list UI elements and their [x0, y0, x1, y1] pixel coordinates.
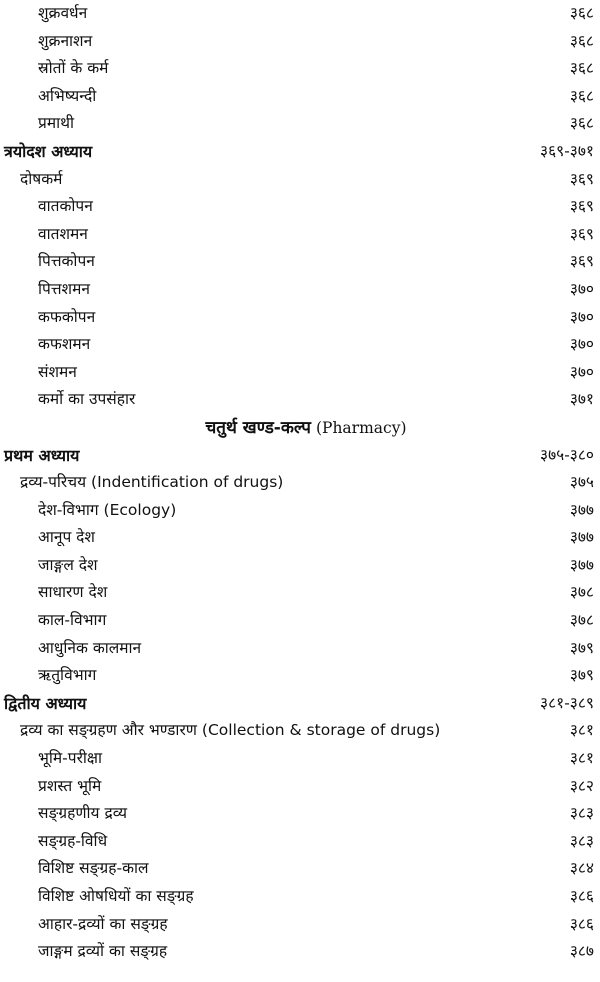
subtopic-row [0, 110, 600, 138]
subtopic-row [0, 524, 600, 552]
entry-page-number: ३६८ [569, 86, 594, 105]
subtopic-row [0, 855, 600, 883]
entry-title: काल-विभाग [38, 611, 107, 630]
entry-title: भूमि-परीक्षा [38, 749, 103, 768]
entry-page-number: ३८६ [569, 914, 594, 933]
entry-title: पित्तशमन [38, 279, 90, 298]
chapter-row [0, 442, 600, 470]
subtopic-row [0, 552, 600, 580]
entry-title: आहार-द्रव्यों का सङ्ग्रह [38, 914, 168, 933]
entry-page-number: ३६८ [569, 59, 594, 78]
chapter-row [0, 138, 600, 166]
entry-page-number: ३७७ [569, 500, 594, 519]
entry-title: अभिष्यन्दी [38, 86, 97, 105]
entry-title: कफशमन [38, 335, 91, 354]
chapter-row [0, 690, 600, 718]
subtopic-row [0, 938, 600, 966]
entry-title: प्रमाथी [38, 114, 75, 133]
entry-title: जाङ्गल देश [38, 555, 98, 574]
entry-page-number: ३८४ [569, 859, 594, 878]
subtopic-row [0, 28, 600, 56]
entry-title: प्रथम अध्याय [4, 445, 80, 465]
entry-title: प्रशस्त भूमि [38, 776, 102, 795]
subtopic-row [0, 331, 600, 359]
entry-page-number: ३७० [569, 279, 594, 298]
subtopic-row [0, 0, 600, 28]
entry-page-number: ३७० [569, 335, 594, 354]
subtopic-row [0, 55, 600, 83]
section-heading-title: चतुर्थ खण्ड-कल्प [205, 417, 311, 438]
subtopic-row [0, 635, 600, 663]
entry-page-number: ३८१-३८९ [540, 693, 594, 712]
topic-row [0, 469, 600, 497]
entry-page-number: ३८१ [569, 721, 594, 740]
subtopic-row [0, 800, 600, 828]
subtopic-row [0, 248, 600, 276]
subtopic-row [0, 304, 600, 332]
subtopic-row [0, 497, 600, 525]
entry-title: आनूप देश [38, 528, 95, 547]
entry-page-number: ३८६ [569, 887, 594, 905]
subtopic-row [0, 193, 600, 221]
section-heading-english: (Pharmacy) [315, 418, 407, 437]
topic-row [0, 717, 600, 745]
entry-title: दोषकर्म [20, 169, 63, 188]
entry-page-number: ३७७ [569, 555, 594, 574]
entry-page-number: ३६८ [569, 4, 594, 22]
entry-title: सङ्ग्रहणीय द्रव्य [38, 804, 127, 823]
entry-title: ऋतुविभाग [38, 666, 97, 685]
entry-title: द्रव्य का सङ्ग्रहण और भण्डारण (Collection & storage of drugs) [20, 721, 441, 740]
entry-title: जाङ्गम द्रव्यों का सङ्ग्रह [38, 942, 168, 961]
entry-title: विशिष्ट सङ्ग्रह-काल [38, 859, 149, 878]
subtopic-row [0, 828, 600, 856]
entry-title: स्रोतों के कर्म [38, 59, 109, 78]
subtopic-row [0, 662, 600, 690]
topic-row [0, 166, 600, 194]
subtopic-row [0, 579, 600, 607]
entry-page-number: ३६८ [569, 114, 594, 133]
entry-title: शुक्रनाशन [38, 31, 93, 50]
subtopic-row [0, 607, 600, 635]
subtopic-row [0, 359, 600, 387]
entry-page-number: ३६९ [569, 169, 594, 188]
entry-page-number: ३७८ [569, 611, 594, 630]
subtopic-row [0, 386, 600, 414]
entry-title: कर्मो का उपसंहार [38, 390, 136, 409]
entry-title: सङ्ग्रह-विधि [38, 831, 108, 850]
entry-title: संशमन [38, 362, 77, 381]
entry-page-number: ३६९ [569, 252, 594, 271]
subtopic-row [0, 883, 600, 911]
section-heading-text [193, 414, 406, 443]
entry-title: देश-विभाग (Ecology) [38, 500, 177, 519]
entry-title: विशिष्ट ओषधियों का सङ्ग्रह [38, 887, 194, 905]
entry-page-number: ३६८ [569, 31, 594, 50]
entry-page-number: ३६९-३७१ [540, 141, 594, 160]
subtopic-row [0, 745, 600, 773]
entry-page-number: ३७५ [569, 473, 594, 492]
entry-title: शुक्रवर्धन [38, 4, 88, 22]
subtopic-row [0, 83, 600, 111]
entry-page-number: ३७० [569, 362, 594, 381]
entry-page-number: ३७५-३८० [540, 445, 594, 464]
entry-page-number: ३७८ [569, 583, 594, 602]
entry-title: पित्तकोपन [38, 252, 95, 271]
entry-page-number: ३७१ [569, 390, 594, 409]
entry-page-number: ३७० [569, 307, 594, 326]
subtopic-row [0, 773, 600, 801]
entry-page-number: ३७९ [569, 638, 594, 657]
entry-page-number: ३७९ [569, 666, 594, 685]
entry-title: त्रयोदश अध्याय [4, 141, 93, 161]
entry-title: वातकोपन [38, 197, 93, 216]
section-heading [0, 414, 600, 442]
entry-title: वातशमन [38, 224, 88, 243]
entry-title: द्वितीय अध्याय [4, 693, 87, 713]
entry-page-number: ३८७ [569, 942, 594, 961]
entry-page-number: ३८३ [569, 804, 594, 823]
entry-page-number: ३६९ [569, 224, 594, 243]
subtopic-row [0, 911, 600, 939]
entry-page-number: ३८१ [569, 749, 594, 768]
entry-title: साधारण देश [38, 583, 108, 602]
entry-title: आधुनिक कालमान [38, 638, 142, 657]
entry-title: द्रव्य-परिचय (Indentification of drugs) [20, 473, 284, 492]
entry-page-number: ३८३ [569, 831, 594, 850]
entry-page-number: ३७७ [569, 528, 594, 547]
subtopic-row [0, 221, 600, 249]
subtopic-row [0, 276, 600, 304]
entry-page-number: ३६९ [569, 197, 594, 216]
entry-title: कफकोपन [38, 307, 96, 326]
entry-page-number: ३८२ [569, 776, 594, 795]
